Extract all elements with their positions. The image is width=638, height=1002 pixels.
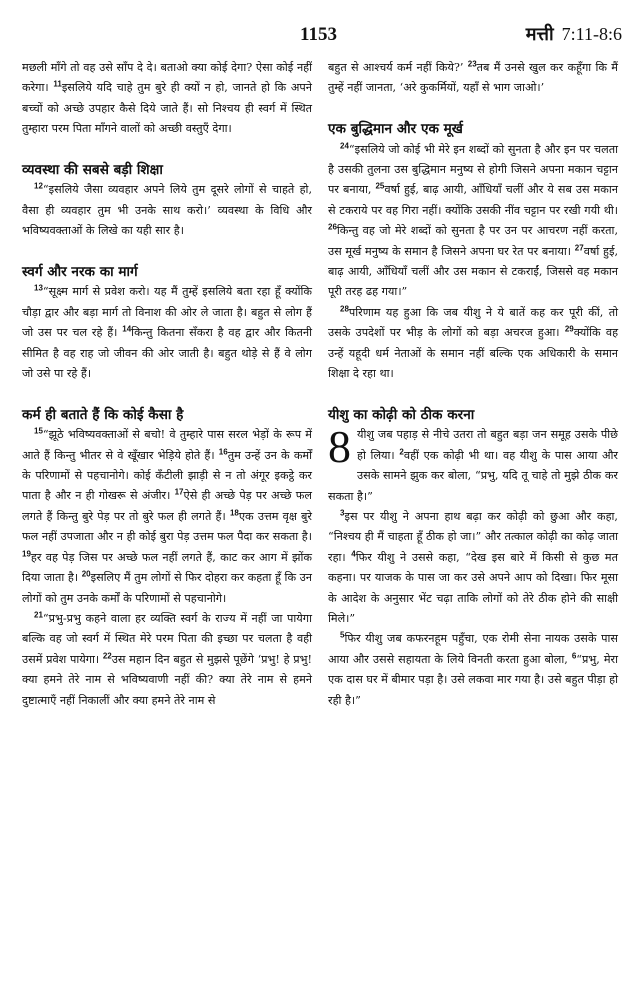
paragraph: मछली माँगे तो वह उसे साँप दे दे। बताओ क्या कोई देगा? ऐसा कोई नहीं करेगा। $^{11}$इसलिये यदि चाहे तुम बुरे ही क्यों न हो, जानते हो कि अपने बच्चों को अच्छे उपहार कैसे दिये जाते हैं। सो निश्चय ही स्वर्ग में स्थित तुम्हारा परम पिता माँगने वालों को अच्छी वस्तुएँ देगा। [22,61,312,136]
verse-number: 5 [340,630,345,640]
verse-range: 7:11-8:6 [561,24,622,44]
verse-number: 6 [571,651,577,661]
paragraph: $^3$इस पर यीशु ने अपना हाथ बढ़ा कर कोढ़ी को छुआ और कहा, “निश्चय ही मैं चाहता हूँ ठीक हो जा।” और तत्काल कोढ़ी का कोढ़ जाता रहा। $^4$फिर यीशु ने उससे कहा, “देख इस बारे में किसी से कुछ मत कहना। पर याजक के पास जा कर उसे अपने आप को दिखा। फिर मूसा के आदेश के अनुसार भेंट चढ़ा ताकि लोगों को तेरे ठीक होने की साक्षी मिले।” [328,508,618,625]
verse-number: 17 [174,487,184,497]
verse-number: 25 [375,181,385,191]
paragraph: $^{12}$“इसलिये जैसा व्यवहार अपने लिये तुम दूसरे लोगों से चाहते हो, वैसा ही व्यवहार तुम भी उनके साथ करो।’ व्यवस्था के विधि और भविष्यवक्ताओं के लिखे का यही सार है। [22,181,313,238]
verse-number: 18 [229,508,239,518]
book-name: मत्ती [525,24,554,45]
paragraph: $^{24}$“इसलिये जो कोई भी मेरे इन शब्दों को सुनता है और इन पर चलता है उसकी तुलना उस बुद्धिमान मनुष्य से होगी जिसने अपना मकान चट्टान पर बनाया, $^{25}$वर्षा हुई, बाढ़ आयी, आँधियाँ चलीं और ये सब उस मकान से टकराये पर वह गिरा नहीं। क्योंकि उसकी नींव चट्टान पर रखी गयी थी। $^{26}$किन्तु वह जो मेरे शब्दों को सुनता है पर उन पर आचरण नहीं करता, उस मूर्ख मनुष्य के समान है जिसने अपना घर रेत पर बनाया। $^{27}$वर्षा हुई, बाढ़ आयी, आँधियाँ चलीं और उस मकान से टकराईं, जिससे वह मकान पूरी तरह ढह गया।” [328,140,618,299]
verse-number: 20 [81,569,91,579]
verse-number: 12 [34,181,43,191]
verse-number: 4 [351,548,356,558]
section-heading: एक बुद्धिमान और एक मूर्ख [328,121,463,138]
paragraph: $^{21}$“प्रभु-प्रभु कहने वाला हर व्यक्ति स्वर्ग के राज्य में नहीं जा पायेगा बल्कि वह जो स्वर्ग में स्थित मेरे परम पिता की इच्छा पर चलता है वही उसमें प्रवेश पायेगा। $^{22}$उस महान दिन बहुत से मुझसे पूछेंगे ‘प्रभु! हे प्रभु! क्या हमने तेरे नाम से भविष्यवाणी नहीं की? क्या तेरे नाम से हमने दुष्टात्माएँ नहीं निकालीं और क्या हमने तेरे नाम से [22,610,312,707]
section-heading: यीशु का कोढ़ी को ठीक करना [328,406,475,423]
verse-number: 22 [102,651,112,660]
verse-number: 15 [34,426,43,436]
verse-number: 24 [340,140,349,150]
running-head [526,22,622,46]
verse-number: 19 [22,548,31,558]
verse-number: 23 [467,59,477,69]
verse-number: 27 [574,242,584,252]
paragraph: $^5$फिर यीशु जब कफरनहूम पहुँचा, एक रोमी सेना नायक उसके पास आया और उससे सहायता के लिये विनती करता हुआ बोला, $^6$“प्रभु, मेरा एक दास घर में बीमार पड़ा है। उसे लकवा मार गया है। उसे बहुत पीड़ा हो रही है।” [328,630,618,707]
left-column [22,58,312,711]
paragraph: $^{15}$“झूठे भविष्यवक्ताओं से बचो! वे तुम्हारे पास सरल भेड़ों के रूप में आते हैं किन्तु भीतर से वे खूँखार भेड़िये होते हैं। $^{16}$तुम उन्हें उन के कर्मों के परिणामों से पहचानोगे। कोई कँटीली झाड़ी से न तो अंगूर इकट्ठे कर पाता है और न ही गोखरू से अंजीर। $^{17}$ऐसे ही अच्छे पेड़ पर अच्छे फल लगते हैं किन्तु बुरे पेड़ पर तो बुरे फल ही लगते हैं। $^{18}$एक उत्तम वृक्ष बुरे फल नहीं उपजाता और न ही कोई बुरा पेड़ उत्तम फल पैदा कर सकता है। $^{19}$हर वह पेड़ जिस पर अच्छे फल नहीं लगते हैं, काट कर आग में झोंक दिया जाता है। $^{20}$इसलिए मैं तुम लोगों से फिर दोहरा कर कहता हूँ कि उन लोगों को तुम उनके कर्मों के परिणामों से पहचानोगे। [22,426,313,605]
paragraph: बहुत से आश्चर्य कर्म नहीं किये?’ $^{23}$तब मैं उनसे खुल कर कहूँगा कि मैं तुम्हें नहीं जानता, ‘अरे कुकर्मियों, यहाँ से भाग जाओ।’ [328,59,618,95]
verse-number: 26 [328,222,337,232]
verse-number: 3 [340,508,345,518]
chapter-opening-paragraph: 8 यीशु जब पहाड़ से नीचे उतरा तो बहुत बड़ा जन समूह उसके पीछे हो लिया। $^2$वहीं एक कोढ़ी भी था। वह यीशु के पास आया और उसके सामने झुक कर बोला, “प्रभु, यदि तू चाहे तो मुझे ठीक कर सकता है।” [328,421,618,503]
paragraph: $^{13}$“सूक्ष्म मार्ग से प्रवेश करो। यह मैं तुम्हें इसलिये बता रहा हूँ क्योंकि चौड़ा द्वार और बड़ा मार्ग तो विनाश की ओर ले जाता है। बहुत से लोग हैं जो उस पर चल रहे हैं। $^{14}$किन्तु कितना सँकरा है वह द्वार और कितनी सीमित है वह राह जो जीवन की ओर जाती है। बहुत थोड़े से हैं वे लोग जो उसे पा रहे हैं। [22,283,312,381]
paragraph: $^{28}$परिणाम यह हुआ कि जब यीशु ने ये बातें कह कर पूरी कीं, तो उसके उपदेशों पर भीड़ के लोगों को बड़ा अचरज हुआ। $^{29}$क्योंकि वह उन्हें यहूदी धर्म नेताओं के समान नहीं बल्कि एक अधिकारी के समान शिक्षा दे रहा था। [328,304,619,381]
section-heading: व्यवस्था की सबसे बड़ी शिक्षा [22,162,163,179]
verse-number: 21 [34,610,43,620]
page-number: 1153 [300,24,337,45]
section-heading: स्वर्ग और नरक का मार्ग [22,264,138,281]
verse-number: 14 [122,324,132,334]
verse-number: 28 [340,304,349,314]
verse-number: 11 [53,79,62,89]
verse-number: 16 [218,446,228,456]
verse-number: 13 [34,283,43,293]
chapter-number: 8 [328,421,351,473]
verse-number: 29 [564,324,574,334]
section-heading: कर्म ही बताते हैं कि कोई कैसा है [22,406,184,423]
verse-number: 2 [399,446,404,456]
right-column [328,58,618,711]
